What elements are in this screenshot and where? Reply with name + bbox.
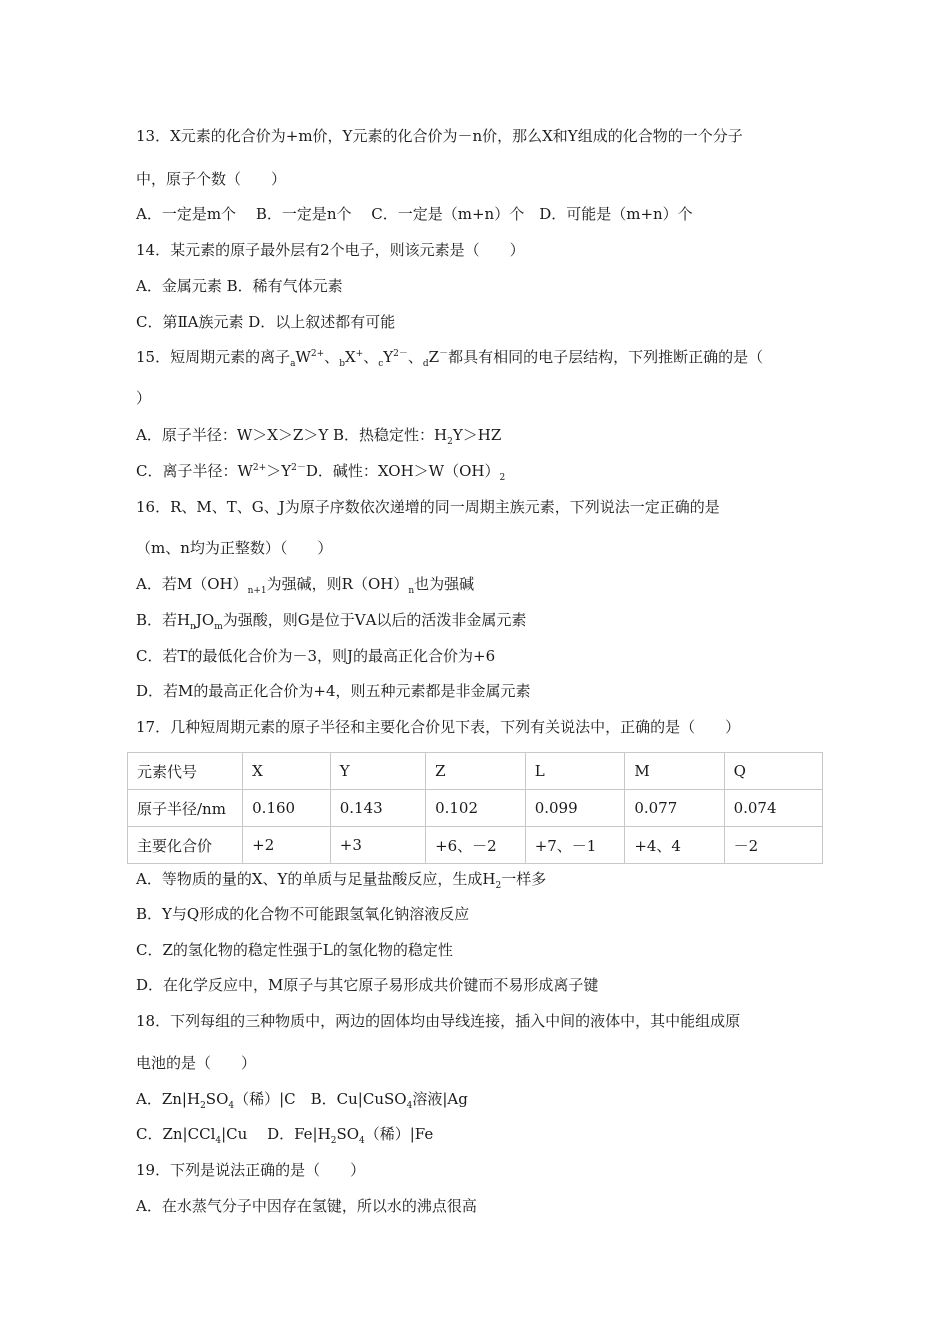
q15-option-c: C．离子半径：W [136,462,253,480]
q17-stem: 17．几种短周期元素的原子半径和主要化合价见下表，下列有关说法中，正确的是（ ） [136,718,741,736]
ion-prefix: a [290,359,296,369]
ion-charge: 2－ [393,349,408,359]
formula-subscript: 4 [406,1101,413,1111]
table-row [128,827,823,864]
ion-symbol: W [295,348,311,366]
q17-option-d: D．在化学反应中，M原子与其它原子易形成共价键而不易形成离子键 [136,976,599,994]
q17-option-a [136,869,546,889]
table-cell: 元素代号 [128,753,243,790]
q18-options-cd [136,1124,433,1144]
table-cell: 原子半径/nm [128,790,243,827]
table-cell: 主要化合价 [128,827,243,864]
table-cell: Y [330,753,425,790]
table-cell: 0.102 [426,790,526,827]
q16-option-c: C．若T的最低化合价为－3，则J的最高正化合价为+6 [136,647,496,665]
table-row [128,753,823,790]
q15-lead: 15．短周期元素的离子 [136,348,291,366]
q13-line2: 中，原子个数（ ） [136,170,287,188]
table-cell: 0.074 [724,790,822,827]
q15-option-d: D．碱性：XOH＞W（OH） [305,462,500,480]
separator: 、 [407,348,423,366]
q14-options-ab: A．金属元素 B．稀有气体元素 [136,277,343,295]
q13-line1: 13．X元素的化合价为+m价，Y元素的化合价为－n价，那么X和Y组成的化合物的一个分子 [136,127,743,145]
q17-option-c: C．Z的氢化物的稳定性强于L的氢化物的稳定性 [136,941,453,959]
q19-stem: 19．下列是说法正确的是（ ） [136,1161,366,1179]
q15-line2: ） [136,389,152,407]
formula-part: ＞Y [266,462,292,480]
formula-part: H [434,426,448,444]
q16-line1: 16．R、M、T、G、J为原子序数依次递增的同一周期主族元素，下列说法一定正确的是 [136,498,720,516]
formula-part: |Cu D．Fe|H [221,1125,331,1143]
formula-part: A．Zn|H [136,1090,201,1108]
formula-subscript: 4 [359,1136,365,1146]
ion-charge: 2+ [252,463,267,473]
table-cell: X [243,753,331,790]
element-table [127,752,823,864]
q15-stem [136,347,763,367]
ion-prefix: d [422,359,429,369]
q15-tail: 都具有相同的电子层结构，下列推断正确的是（ [448,348,764,366]
ion-prefix: b [339,359,345,369]
table-cell: +2 [243,827,331,864]
formula-part: B．若H [136,611,191,629]
ion-symbol: X [344,348,356,366]
formula-subscript: 2 [447,437,453,447]
formula-subscript: n [408,586,415,596]
separator: 、 [324,348,340,366]
table-cell: 0.143 [330,790,425,827]
formula-part: JO [195,611,215,629]
table-cell: Q [724,753,822,790]
formula-part: A．若M（OH） [136,575,248,593]
q16-option-d: D．若M的最高正化合价为+4，则五种元素都是非金属元素 [136,682,531,700]
table-cell: +4、4 [625,827,724,864]
table-cell: +6、－2 [426,827,526,864]
q14-stem: 14．某元素的原子最外层有2个电子，则该元素是（ ） [136,241,525,259]
table-cell: 0.160 [243,790,331,827]
table-cell: L [525,753,625,790]
formula-part: A．等物质的量的X、Y的单质与足量盐酸反应，生成H [136,870,496,888]
q14-options-cd: C．第ⅡA族元素 D．以上叙述都有可能 [136,313,396,331]
formula-subscript: 2 [495,881,502,891]
q17-option-b: B．Y与Q形成的化合物不可能跟氢氧化钠溶液反应 [136,905,470,923]
formula-part: （稀）|Fe [364,1125,434,1143]
q18-line1: 18．下列每组的三种物质中，两边的固体均由导线连接，插入中间的液体中，其中能组成原 [136,1012,741,1030]
formula-part: 溶液|Ag [412,1090,468,1108]
q16-line2: （m、n均为正整数）（ ） [136,539,333,557]
formula-part: 为强碱，则R（OH） [266,575,409,593]
ion-charge: 2－ [291,463,306,473]
table-cell: Z [426,753,526,790]
ion-charge: 2+ [310,349,325,359]
q15-option-a: A．原子半径：W＞X＞Z＞Y B．热稳定性： [136,426,435,444]
element-table-body [128,753,823,864]
table-cell: +7、－1 [525,827,625,864]
q18-options-ab [136,1089,468,1109]
ion-symbol: Y [383,348,394,366]
q15-options-ab [136,425,501,445]
formula-part: 一样多 [501,870,547,888]
formula-subscript: 2 [499,473,506,483]
table-cell: 0.077 [625,790,724,827]
formula-part: SO [205,1090,229,1108]
q15-options-cd [136,461,505,481]
formula-part: Y＞HZ [452,426,502,444]
formula-subscript: m [214,622,223,632]
separator: 、 [363,348,379,366]
formula-part: （稀）|C B．Cu|CuSO [234,1090,407,1108]
q16-option-a [136,574,474,594]
formula-subscript: 4 [215,1136,222,1146]
q19-option-a: A．在水蒸气分子中因存在氢键，所以水的沸点很高 [136,1197,477,1215]
ion-symbol: Z [428,348,440,366]
table-row [128,790,823,827]
table-cell: M [625,753,724,790]
ion-charge: － [439,349,449,359]
formula-subscript: n+1 [247,586,267,596]
table-cell: +3 [330,827,425,864]
formula-subscript: 2 [200,1101,206,1111]
q18-line2: 电池的是（ ） [136,1054,257,1072]
formula-subscript: 2 [330,1136,337,1146]
formula-part: 为强酸，则G是位于ⅤA以后的活泼非金属元素 [222,611,527,629]
formula-subscript: n [190,622,196,632]
q16-option-b [136,610,526,630]
formula-part: 也为强碱 [414,575,475,593]
table-cell: －2 [724,827,822,864]
ion-charge: + [355,349,364,359]
formula-part: SO [336,1125,360,1143]
formula-subscript: 4 [228,1101,235,1111]
formula-part: C．Zn|CCl [136,1125,216,1143]
table-cell: 0.099 [525,790,625,827]
ion-prefix: c [378,359,384,369]
q13-options: A．一定是m个 B．一定是n个 C．一定是（m+n）个 D．可能是（m+n）个 [136,205,693,223]
